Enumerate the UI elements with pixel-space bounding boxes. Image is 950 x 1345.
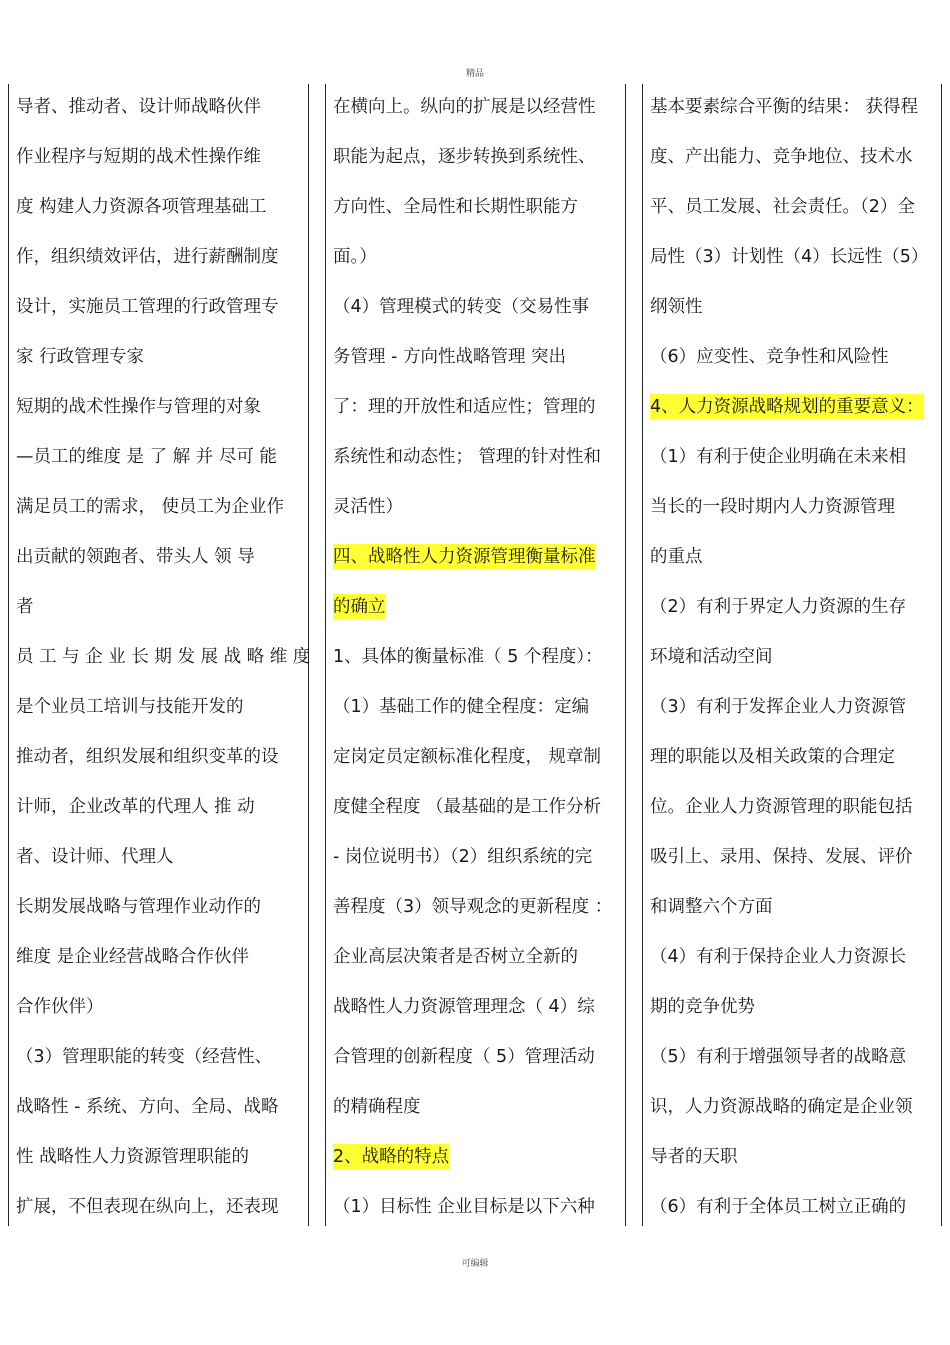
text-line bbox=[650, 832, 938, 882]
highlighted-heading: 四、战略性人力资源管理衡量标准 bbox=[333, 544, 596, 570]
text-line bbox=[333, 382, 621, 432]
column-divider bbox=[625, 84, 626, 1226]
line-text: 合作伙伴） bbox=[16, 997, 104, 1017]
text-line bbox=[333, 282, 621, 332]
text-line bbox=[16, 732, 304, 782]
line-text: 平、员工发展、社会责任。（2）全 bbox=[650, 197, 915, 217]
text-line bbox=[333, 582, 621, 632]
line-text: 的精确程度 bbox=[333, 1097, 421, 1117]
text-line bbox=[16, 382, 304, 432]
text-line bbox=[16, 532, 304, 582]
text-line bbox=[16, 1032, 304, 1082]
line-text: —员工的维度 是 了 解 并 尽可 能 bbox=[16, 447, 277, 467]
text-line bbox=[333, 232, 621, 282]
text-line bbox=[16, 82, 304, 132]
text-line bbox=[333, 182, 621, 232]
text-line bbox=[16, 482, 304, 532]
text-line bbox=[16, 982, 304, 1032]
line-text: （6）有利于全体员工树立正确的 bbox=[650, 1197, 907, 1217]
line-text: 理的职能以及相关政策的合理定 bbox=[650, 747, 895, 767]
line-text: 是个业员工培训与技能开发的 bbox=[16, 697, 244, 717]
text-line bbox=[16, 332, 304, 382]
line-text: 职能为起点，逐步转换到系统性、 bbox=[333, 147, 596, 167]
text-column-middle bbox=[333, 82, 621, 1232]
header-watermark: 精品 bbox=[465, 69, 484, 79]
text-line bbox=[333, 732, 621, 782]
line-text: - 岗位说明书）（2）组织系统的完 bbox=[333, 847, 593, 867]
text-line bbox=[650, 82, 938, 132]
line-text: 定岗定员定额标准化程度， 规章制 bbox=[333, 747, 602, 767]
text-line bbox=[16, 132, 304, 182]
line-text: （3）有利于发挥企业人力资源管 bbox=[650, 697, 907, 717]
line-text: 方向性、全局性和长期性职能方 bbox=[333, 197, 578, 217]
text-line bbox=[650, 232, 938, 282]
line-text: （1）目标性 企业目标是以下六种 bbox=[333, 1197, 595, 1217]
text-line bbox=[333, 332, 621, 382]
text-line bbox=[333, 482, 621, 532]
line-text: 短期的战术性操作与管理的对象 bbox=[16, 397, 261, 417]
line-text: 度 构建人力资源各项管理基础工 bbox=[16, 197, 267, 217]
line-text: 善程度（3）领导观念的更新程度 ： bbox=[333, 897, 613, 917]
text-line bbox=[650, 932, 938, 982]
line-text: （5）有利于增强领导者的战略意 bbox=[650, 1047, 907, 1067]
text-line bbox=[650, 1182, 938, 1232]
line-text: 吸引上、录用、保持、发展、评价 bbox=[650, 847, 913, 867]
line-text: 作业程序与短期的战术性操作维 bbox=[16, 147, 261, 167]
text-line bbox=[16, 932, 304, 982]
text-line bbox=[650, 182, 938, 232]
text-line bbox=[16, 632, 311, 682]
line-text: （4）有利于保持企业人力资源长 bbox=[650, 947, 907, 967]
text-line bbox=[333, 682, 621, 732]
text-line bbox=[650, 532, 938, 582]
text-line bbox=[650, 1132, 938, 1182]
column-divider bbox=[8, 84, 9, 1226]
line-text: 基本要素综合平衡的结果： 获得程 bbox=[650, 97, 919, 117]
text-line bbox=[650, 782, 938, 832]
line-text: 战略性人力资源管理理念（ 4）综 bbox=[333, 997, 595, 1017]
line-text: 家 行政管理专家 bbox=[16, 347, 145, 367]
line-text: 纲领性 bbox=[650, 297, 703, 317]
line-text: 长期发展战略与管理作业动作的 bbox=[16, 897, 261, 917]
line-text: 推动者，组织发展和组织变革的设 bbox=[16, 747, 279, 767]
line-text: 出贡献的领跑者、带头人 领 导 bbox=[16, 547, 255, 567]
highlighted-heading: 2、战略的特点 bbox=[333, 1144, 449, 1170]
text-line bbox=[650, 432, 938, 482]
text-line bbox=[16, 432, 304, 482]
line-text: 员 工 与 企 业 长 期 发 展 战 略 维 度 bbox=[16, 647, 311, 667]
text-line bbox=[650, 632, 938, 682]
footer-watermark: 可编辑 bbox=[461, 1259, 489, 1269]
text-line bbox=[16, 882, 304, 932]
text-line bbox=[16, 232, 304, 282]
line-text: 度健全程度 （最基础的是工作分析 bbox=[333, 797, 602, 817]
text-line bbox=[650, 132, 938, 182]
text-line bbox=[650, 1032, 938, 1082]
text-line bbox=[333, 932, 621, 982]
highlighted-heading: 4、人力资源战略规划的重要意义： bbox=[650, 394, 924, 420]
text-line bbox=[650, 332, 938, 382]
line-text: 计师，企业改革的代理人 推 动 bbox=[16, 797, 255, 817]
text-line bbox=[16, 1082, 304, 1132]
text-line bbox=[650, 732, 938, 782]
text-line bbox=[650, 582, 938, 632]
text-line bbox=[333, 632, 621, 682]
line-text: 维度 是企业经营战略合作伙伴 bbox=[16, 947, 250, 967]
column-divider bbox=[325, 84, 326, 1226]
line-text: 企业高层决策者是否树立全新的 bbox=[333, 947, 578, 967]
line-text: 性 战略性人力资源管理职能的 bbox=[16, 1147, 250, 1167]
text-line bbox=[650, 482, 938, 532]
line-text: 面。） bbox=[333, 247, 377, 267]
line-text: 系统性和动态性； 管理的针对性和 bbox=[333, 447, 602, 467]
text-column-left bbox=[16, 82, 311, 1232]
text-line bbox=[333, 432, 621, 482]
line-text: 局性（3）计划性（4）长远性（5） bbox=[650, 247, 929, 267]
line-text: （2）有利于界定人力资源的生存 bbox=[650, 597, 907, 617]
highlighted-heading: 的确立 bbox=[333, 594, 386, 620]
text-line bbox=[650, 682, 938, 732]
text-line bbox=[333, 832, 621, 882]
text-line bbox=[650, 282, 938, 332]
text-line bbox=[16, 782, 304, 832]
line-text: 期的竞争优势 bbox=[650, 997, 755, 1017]
text-line bbox=[16, 1132, 304, 1182]
text-line bbox=[333, 82, 621, 132]
text-line bbox=[650, 882, 938, 932]
line-text: （4）管理模式的转变（交易性事 bbox=[333, 297, 590, 317]
text-line bbox=[333, 1182, 621, 1232]
text-line bbox=[16, 832, 304, 882]
line-text: 和调整六个方面 bbox=[650, 897, 773, 917]
text-line bbox=[333, 882, 621, 932]
text-column-right bbox=[650, 82, 938, 1232]
line-text: 设计，实施员工管理的行政管理专 bbox=[16, 297, 279, 317]
text-line bbox=[16, 182, 304, 232]
line-text: 环境和活动空间 bbox=[650, 647, 773, 667]
text-line bbox=[650, 382, 938, 432]
text-line bbox=[333, 1032, 621, 1082]
text-line bbox=[333, 132, 621, 182]
line-text: 导者、推动者、设计师战略伙伴 bbox=[16, 97, 261, 117]
column-divider bbox=[642, 84, 643, 1226]
line-text: 了：理的开放性和适应性；管理的 bbox=[333, 397, 596, 417]
line-text: 务管理 - 方向性战略管理 突出 bbox=[333, 347, 567, 367]
line-text: （1）基础工作的健全程度：定编 bbox=[333, 697, 590, 717]
line-text: 者 bbox=[16, 597, 34, 617]
line-text: 扩展，不但表现在纵向上，还表现 bbox=[16, 1197, 279, 1217]
text-line bbox=[16, 682, 304, 732]
line-text: 合管理的创新程度（ 5）管理活动 bbox=[333, 1047, 595, 1067]
text-line bbox=[16, 282, 304, 332]
line-text: 战略性 - 系统、方向、全局、战略 bbox=[16, 1097, 279, 1117]
line-text: （6）应变性、竞争性和风险性 bbox=[650, 347, 889, 367]
text-line bbox=[650, 1082, 938, 1132]
line-text: 的重点 bbox=[650, 547, 703, 567]
line-text: 度、产出能力、竞争地位、技术水 bbox=[650, 147, 913, 167]
line-text: 灵活性） bbox=[333, 497, 403, 517]
line-text: 在横向上。纵向的扩展是以经营性 bbox=[333, 97, 596, 117]
text-line bbox=[333, 532, 621, 582]
text-line bbox=[333, 782, 621, 832]
line-text: 满足员工的需求， 使员工为企业作 bbox=[16, 497, 285, 517]
text-line bbox=[16, 582, 304, 632]
line-text: 识，人力资源战略的确定是企业领 bbox=[650, 1097, 913, 1117]
text-line bbox=[16, 1182, 304, 1232]
line-text: 者、设计师、代理人 bbox=[16, 847, 174, 867]
line-text: 1、具体的衡量标准（ 5 个程度）： bbox=[333, 647, 603, 667]
line-text: 导者的天职 bbox=[650, 1147, 738, 1167]
line-text: 位。企业人力资源管理的职能包括 bbox=[650, 797, 913, 817]
line-text: （3）管理职能的转变（经营性、 bbox=[16, 1047, 273, 1067]
text-line bbox=[333, 1082, 621, 1132]
text-line bbox=[650, 982, 938, 1032]
line-text: 作，组织绩效评估，进行薪酬制度 bbox=[16, 247, 279, 267]
column-divider bbox=[941, 84, 942, 1226]
text-line bbox=[333, 982, 621, 1032]
line-text: 当长的一段时期内人力资源管理 bbox=[650, 497, 895, 517]
line-text: （1）有利于使企业明确在未来相 bbox=[650, 447, 907, 467]
text-line bbox=[333, 1132, 621, 1182]
